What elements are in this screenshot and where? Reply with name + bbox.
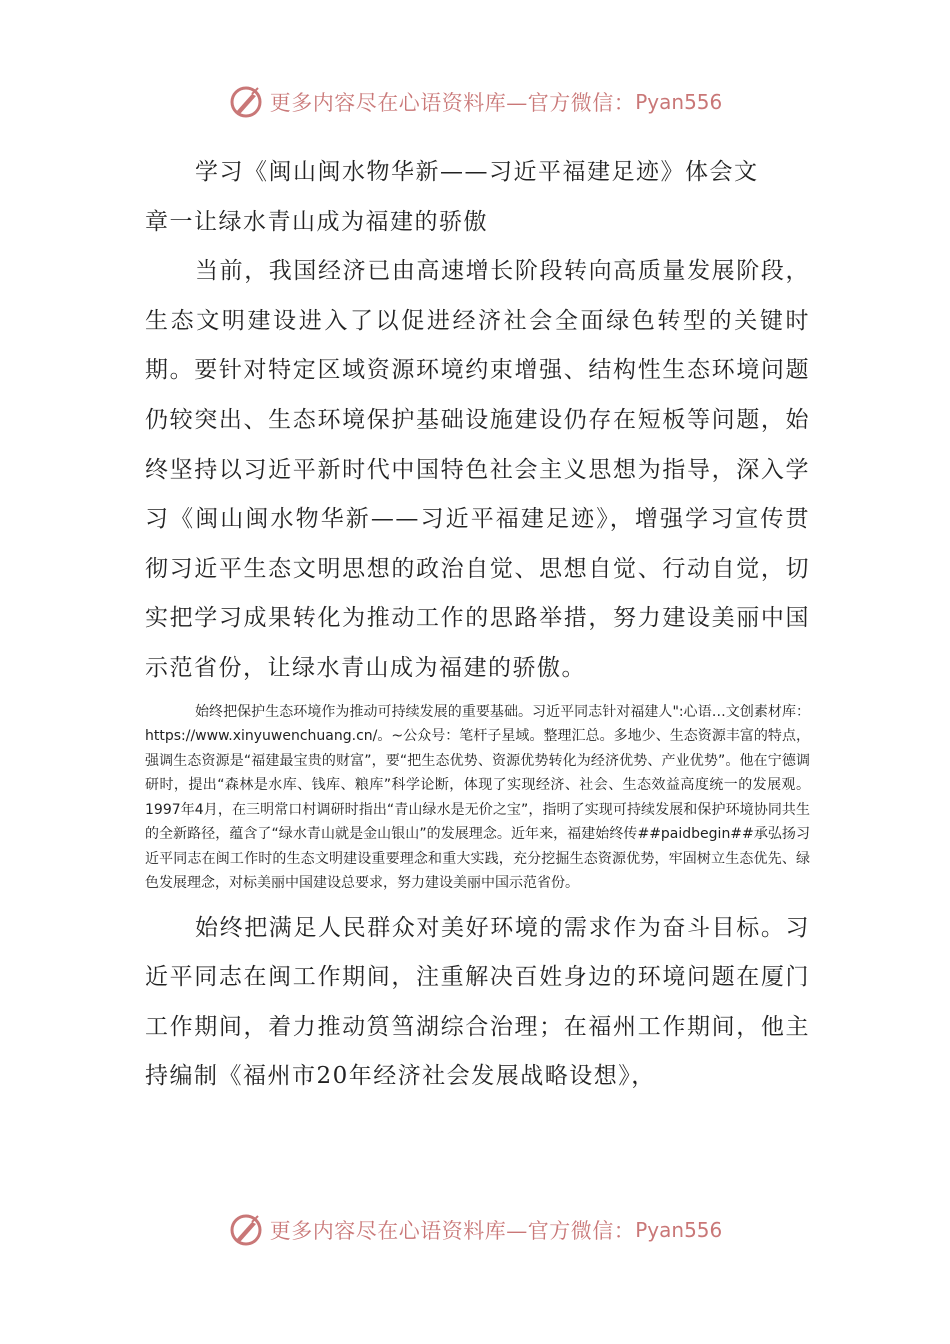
banner-text: 更多内容尽在心语资料库—官方微信：	[269, 91, 636, 115]
quill-logo-icon	[228, 84, 264, 120]
header-banner	[0, 82, 950, 122]
quill-logo-icon	[228, 1212, 264, 1248]
paragraph-2: 始终把保护生态环境作为推动可持续发展的重要基础。习近平同志针对福建人":心语…文创素材库：https://www.xinyuwenchuang.cn/。~公众号：笔杆子星域。整理汇总。多地少、生态资源丰富的特点，强调生态资源是“福建最宝贵的财富”，要“把生态优势、资源优势转化为经济优势、产业优势”。他在宁德调研时，提出“森林是水库、钱库、粮库”科学论断，体现了实现经济、社会、生态效益高度统一的发展观。1997年4月，在三明常口村调研时指出“青山绿水是无价之宝”，指明了实现可持续发展和保护环境协同共生的全新路径，蕴含了“绿水青山就是金山银山”的发展理念。近年来，福建始终传##paidbegin##承弘扬习近平同志在闽工作时的生态文明建设重要理念和重大实践，充分挖掘生态资源优势，牢固树立生态优先、绿色发展理念，对标美丽中国建设总要求，努力建设美丽中国示范省份。	[145, 703, 810, 892]
banner-wechat-id: Pyan556	[635, 1218, 723, 1242]
banner-text: 更多内容尽在心语资料库—官方微信：	[269, 1219, 636, 1243]
footer-banner	[0, 1210, 950, 1250]
paragraph-3: 始终把满足人民群众对美好环境的需求作为奋斗目标。习近平同志在闽工作期间，注重解决百姓身边的环境问题在厦门工作期间，着力推动筼筜湖综合治理；在福州工作期间，他主持编制《福州市20年经济社会发展战略设想》，	[145, 914, 810, 1090]
title-line-1: 学习《闽山闽水物华新——习近平福建足迹》体会文	[195, 159, 759, 185]
paragraph-1: 当前，我国经济已由高速增长阶段转向高质量发展阶段，生态文明建设进入了以促进经济社会全面绿色转型的关键时期。要针对特定区域资源环境约束增强、结构性生态环境问题仍较突出、生态环境保护基础设施建设仍存在短板等问题，始终坚持以习近平新时代中国特色社会主义思想为指导，深入学习《闽山闽水物华新——习近平福建足迹》，增强学习宣传贯彻习近平生态文明思想的政治自觉、思想自觉、行动自觉，切实把学习成果转化为推动工作的思路举措，努力建设美丽中国示范省份，让绿水青山成为福建的骄傲。	[145, 258, 810, 681]
banner-wechat-id: Pyan556	[635, 90, 723, 114]
title-line-2: 章一让绿水青山成为福建的骄傲	[145, 208, 488, 235]
document-body	[145, 148, 810, 1102]
